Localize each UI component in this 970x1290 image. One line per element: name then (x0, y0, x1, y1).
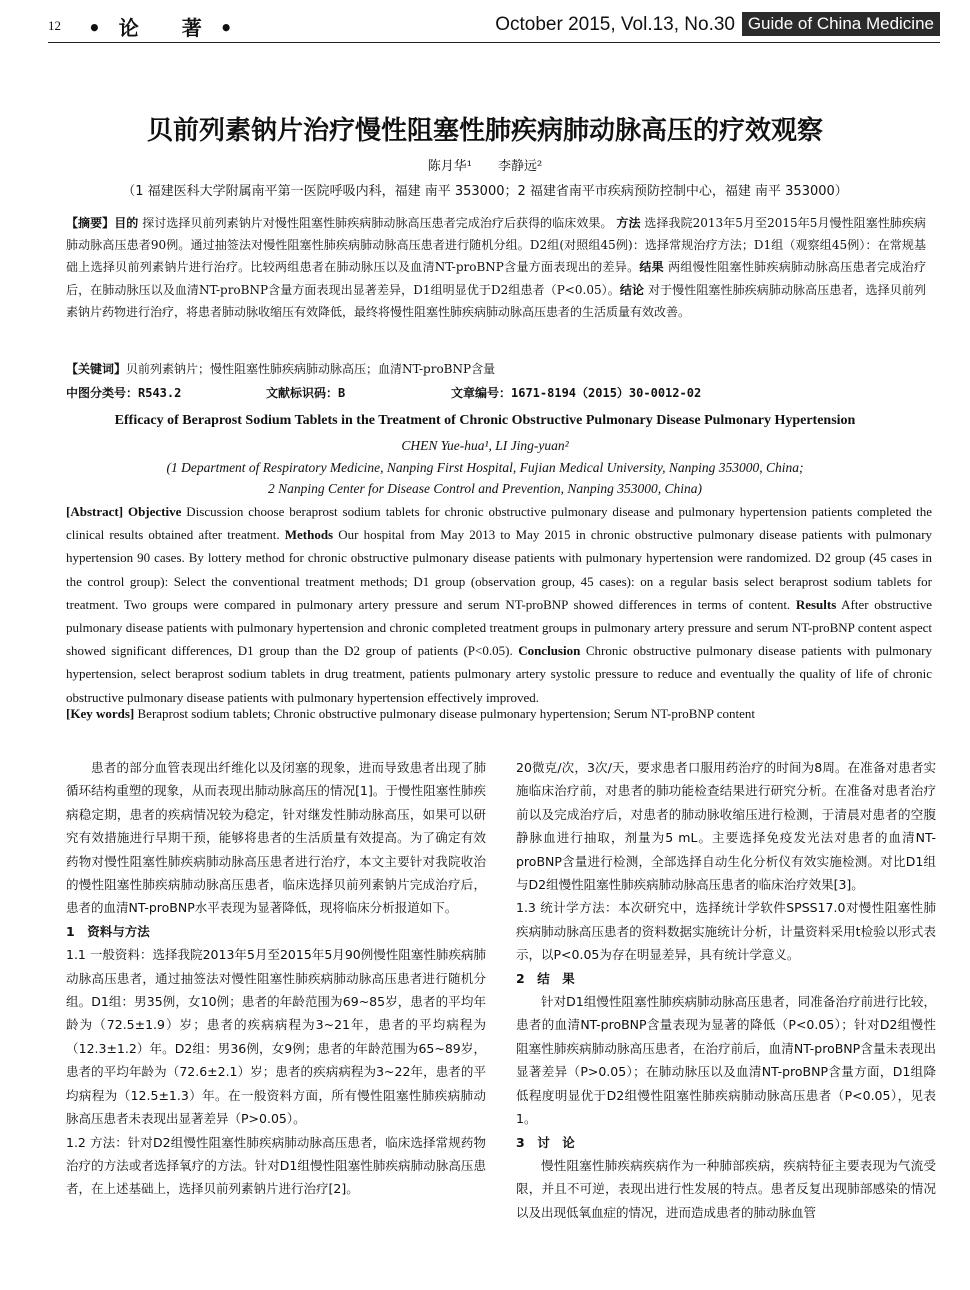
paragraph-general-data: 1.1 一般资料：选择我院2013年5月至2015年5月90例慢性阻塞性肺疾病肺动脉高压患者，通过抽签法对慢性阻塞性肺疾病肺动脉高压患者进行随机分组。D1组：男35例，女10例；患者的年龄范围为69~85岁，患者的平均年龄为（72.5±1.9）岁；患者的疾病病程为3~21年，患者的平均病程为（12.3±1.2）年。D2组：男36例，女9例；患者的年龄范围为65~89岁，患者的平均年龄为（72.6±2.1）岁；患者的疾病病程为3~22年，患者的平均病程为（12.5±1.3）年。在一般资料方面，所有慢性阻塞性肺疾病肺动脉高压患者未表现出显著差异（P>0.05）。 (66, 947, 486, 1127)
paragraph-methods: 1.2 方法：针对D2组慢性阻塞性肺疾病肺动脉高压患者，临床选择常规药物治疗的方法或者选择氧疗的方法。针对D1组慢性阻塞性肺疾病肺动脉高压患者，在上述基础上，选择贝前列素钠片进行治疗[2]。 (66, 1134, 486, 1197)
keywords-en-text: Beraprost sodium tablets; Chronic obstructive pulmonary disease pulmonary hypertension; Serum NT-proBNP content (137, 706, 756, 721)
running-header (48, 8, 940, 43)
journal-brand: Guide of China Medicine (742, 12, 940, 36)
conclusion-text: 对于慢性阻塞性肺疾病肺动脉高压患者，选择贝前列素钠片药物进行治疗，将患者肺动脉收缩压有效降低，最终将慢性阻塞性肺疾病肺动脉高压患者的生活质量有效改善。 (66, 282, 926, 319)
section-heading-methods: 1 资料与方法 (66, 923, 150, 939)
objective-en-text: Discussion choose beraprost sodium tablets for chronic obstructive pulmonary disease and pulmonary hypertension patients completed the clinical results obtained after treatment. (66, 504, 933, 543)
objective-label: 目的 (114, 216, 139, 230)
abstract-en-label: [Abstract] (66, 504, 124, 519)
keywords-cn (66, 360, 926, 377)
conclusion-en-label: Conclusion (518, 643, 581, 659)
paragraph-methods-cont: 20微克/次，3次/天，要求患者口服用药治疗的时间为8周。在准备对患者实施临床治疗前，对患者的肺功能检查结果进行研究分析。在准备对患者治疗前以及完成治疗后，对患者的肺动脉收缩压进行检测，于清晨对患者的空腹静脉血进行抽取，剂量为5 mL。主要选择免疫发光法对患者的血清NT-proBNP含量进行检测，全部选择自动生化分析仪有效实施检测。对比D1组与D2组慢性阻塞性肺疾病肺动脉高压患者的临床治疗效果[3]。 (516, 760, 936, 893)
intro-paragraph: 患者的部分血管表现出纤维化以及闭塞的现象，进而导致患者出现了肺循环结构重塑的现象，从而表现出肺动脉高压的情况[1]。于慢性阻塞性肺疾病稳定期，患者的疾病情况较为稳定，针对继发性肺动脉高压，如果可以研究有效措施进行早期干预，能够将患者的生活质量有效提高。为了确定有效药物对慢性阻塞性肺疾病肺动脉高压患者进行治疗，本文主要针对我院收治的慢性阻塞性肺疾病肺动脉高压患者，临床选择贝前列素钠片完成治疗后，患者的血清NT-proBNP水平表现为显著降低，现将临床分析报道如下。 (66, 760, 486, 916)
conclusion-label: 结论 (619, 282, 645, 297)
english-authors: CHEN Yue-hua¹, LI Jing-yuan² (401, 438, 569, 453)
article-title: 贝前列素钠片治疗慢性阻塞性肺疾病肺动脉高压的疗效观察 (146, 116, 823, 146)
abstract-en (66, 500, 932, 709)
methods-text: 选择我院2013年5月至2015年5月慢性阻塞性肺疾病肺动脉高压患者90例。通过抽签法对慢性阻塞性肺疾病肺动脉高压患者进行随机分组。D2组(对照组45例)：选择常规治疗方法；D1组（观察组45例）：在常规基础上选择贝前列素钠片进行治疗。比较两组患者在肺动脉压以及血清NT-proBNP含量方面表现出的差异。 (66, 216, 926, 275)
results-label: 结果 (639, 260, 664, 275)
section-heading-results: 2 结 果 (516, 970, 575, 986)
keywords-label: 【关键词】 (66, 362, 127, 376)
authors-cn: 陈月华¹ 李静远² (427, 159, 543, 174)
keywords-en-label: [Key words] (66, 706, 135, 721)
document-code: 文献标识码：B (266, 386, 346, 400)
article-number: 文章编号：1671-8194（2015）30-0012-02 (451, 386, 702, 400)
methods-en-text: Our hospital from May 2013 to May 2015 in chronic obstructive pulmonary disease patients with pulmonary hypertension 90 cases. By lottery method for chronic obstructive pulmonary disease patients with pulmonary hypertension were randomized. D2 group (45 cases in the control group): Select the conventional treatment methods; D1 group (observation group, 45 cases): on a regular basis select beraprost sodium tablets for treatment. Two groups were compared in pulmonary artery pressure and serum NT-proBNP showed differences in terms of content. (66, 527, 933, 612)
body-column-left (66, 756, 486, 1201)
objective-en-label: Objective (127, 504, 182, 519)
english-affiliation-1: (1 Department of Respiratory Medicine, Nanping First Hospital, Fujian Medical University, Nanping 353000, China; (166, 460, 804, 475)
results-en-text: After obstructive pulmonary disease patients with pulmonary hypertension and chronic completed treatment groups in pulmonary artery pressure and serum NT-proBNP content aspect showed significant differences, D1 group than the D2 group of patients (P<0.05). (66, 596, 932, 659)
section-label: •论 著• (88, 16, 251, 40)
results-en-label: Results (795, 596, 837, 612)
methods-label: 方法 (616, 216, 641, 230)
keywords-text: 贝前列素钠片；慢性阻塞性肺疾病肺动脉高压；血清NT-proBNP含量 (126, 362, 496, 376)
results-text: 两组慢性阻塞性肺疾病肺动脉高压患者完成治疗后，在肺动脉压以及血清NT-proBNP含量方面表现出显著差异，D1组明显优于D2组患者（P<0.05）。 (66, 260, 926, 297)
abstract-label: 【摘要】 (66, 216, 115, 230)
page-number: 12 (48, 18, 61, 33)
conclusion-en-text: Chronic obstructive pulmonary disease patients with pulmonary hypertension, select beraprost sodium tablets in drug treatment, patients pulmonary artery systolic pressure to reduce and eventually the quality of life of chronic obstructive pulmonary disease patients with pulmonary hypertension effectively improved. (66, 643, 933, 705)
english-affiliation-2: 2 Nanping Center for Disease Control and Prevention, Nanping 353000, China) (268, 481, 702, 496)
paragraph-discussion: 慢性阻塞性肺疾病疾病作为一种肺部疾病，疾病特征主要表现为气流受限，并且不可逆，表现出进行性发展的特点。患者反复出现肺部感染的情况以及出现低氧血症的情况，进而造成患者的肺动脉血管 (516, 1157, 936, 1220)
body-column-right (516, 756, 936, 1224)
abstract-cn (66, 212, 926, 323)
paragraph-results: 针对D1组慢性阻塞性肺疾病肺动脉高压患者，同准备治疗前进行比较，患者的血清NT-proBNP含量表现为显著的降低（P<0.05）；针对D2组慢性阻塞性肺疾病肺动脉高压患者，在治疗前后，血清NT-proBNP含量未表现出显著差异（P>0.05）；在肺动脉压以及血清NT-proBNP含量方面，D1组降低程度明显优于D2组慢性阻塞性肺疾病肺动脉高压患者（P<0.05），见表1。 (516, 994, 936, 1127)
affiliation-cn: （1 福建医科大学附属南平第一医院呼吸内科，福建 南平 353000；2 福建省南平市疾病预防控制中心，福建 南平 353000） (122, 184, 848, 199)
methods-en-label: Methods (284, 527, 334, 543)
objective-text: 探讨选择贝前列素钠片对慢性阻塞性肺疾病肺动脉高压患者完成治疗后获得的临床效果。 (142, 216, 613, 230)
clc-number: 中图分类号：R543.2 (66, 386, 182, 400)
english-title: Efficacy of Beraprost Sodium Tablets in the Treatment of Chronic Obstructive Pulmonary Disease Pulmonary Hypertension (114, 413, 856, 428)
paragraph-statistics: 1.3 统计学方法：本次研究中，选择统计学软件SPSS17.0对慢性阻塞性肺疾病肺动脉高压患者的资料数据实施统计分析，计量资料采用t检验以形式表示，以P<0.05为存在明显差异，具有统计学意义。 (516, 900, 936, 963)
keywords-en (66, 706, 932, 722)
journal-issue: October 2015, Vol.13, No.30 (495, 14, 735, 35)
section-heading-discussion: 3 讨 论 (516, 1134, 575, 1150)
